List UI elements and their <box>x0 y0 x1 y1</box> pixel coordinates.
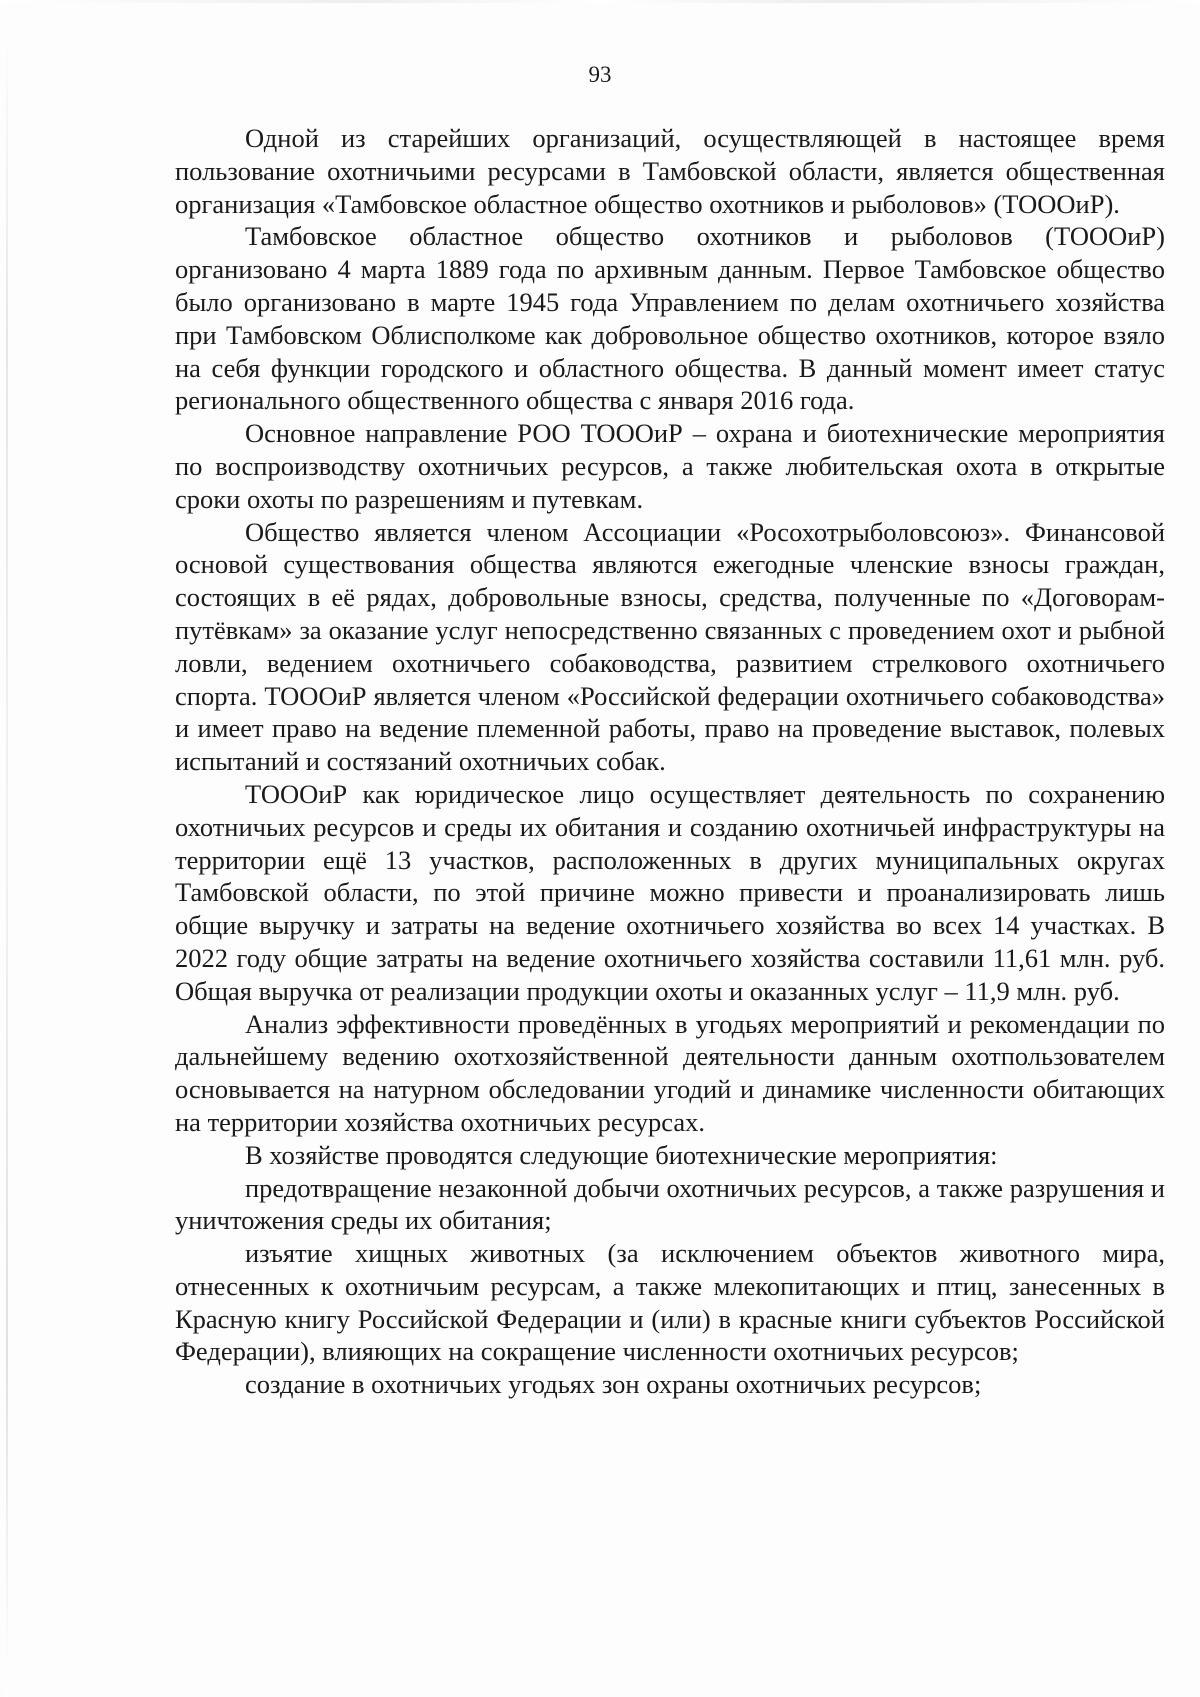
page-number: 93 <box>588 62 612 87</box>
document-body <box>175 122 1165 1401</box>
paragraph-7: В хозяйстве проводятся следующие биотехнические мероприятия: <box>245 1139 998 1170</box>
list-item-2: изъятие хищных животных (за исключением объектов животного мира, отнесенных к охотничьим ресурсам, а также млекопитающих и птиц, занесенных в Красную книгу Российской Федерации и (или) в красные книги субъектов Российской Федерации), влияющих на сокращение численности охотничьих ресурсов; <box>175 1238 1165 1367</box>
list-item-3: создание в охотничьих угодьях зон охраны охотничьих ресурсов; <box>245 1369 982 1400</box>
scan-left-edge <box>6 0 8 1697</box>
paragraph-3: Основное направление РОО ТОООиР – охрана и биотехнические мероприятия по воспроизводству охотничьих ресурсов, а также любительская охота в открытые сроки охоты по разрешениям и путевкам. <box>175 418 1165 514</box>
paragraph-4: Общество является членом Ассоциации «Росохотрыболовсоюз». Финансовой основой существования общества являются ежегодные членские взносы граждан, состоящих в её рядах, добровольные взносы, средства, полученные по «Договорам-путёвкам» за оказание услуг непосредственно связанных с проведением охот и рыбной ловли, ведением охотничьего собаководства, развитием стрелкового охотничьего спорта. ТОООиР является членом «Российской федерации охотничьего собаководства» и имеет право на ведение племенной работы, право на проведение выставок, полевых испытаний и состязаний охотничьих собак. <box>175 516 1165 777</box>
paragraph-6: Анализ эффективности проведённых в угодьях мероприятий и рекомендации по дальнейшему ведению охотхозяйственной деятельности данным охотпользователем основывается на натурном обследовании угодий и динамике численности обитающих на территории хозяйства охотничьих ресурсах. <box>175 1008 1165 1137</box>
scan-top-edge <box>0 0 1200 3</box>
list-item-1: предотвращение незаконной добычи охотничьих ресурсов, а также разрушения и уничтожения среды их обитания; <box>175 1172 1165 1236</box>
paragraph-5: ТОООиР как юридическое лицо осуществляет деятельность по сохранению охотничьих ресурсов и среды их обитания и созданию охотничьей инфраструктуры на территории ещё 13 участков, расположенных в других муниципальных округах Тамбовской области, по этой причине можно привести и проанализировать лишь общие выручку и затраты на ведение охотничьего хозяйства во всех 14 участках. В 2022 году общие затраты на ведение охотничьего хозяйства составили 11,61 млн. руб. Общая выручка от реализации продукции охоты и оказанных услуг – 11,9 млн. руб. <box>175 778 1165 1006</box>
paragraph-1: Одной из старейших организаций, осуществляющей в настоящее время пользование охотничьими ресурсами в Тамбовской области, является общественная организация «Тамбовское областное общество охотников и рыболовов» (ТОООиР). <box>175 123 1165 219</box>
paragraph-2: Тамбовское областное общество охотников и рыболовов (ТОООиР) организовано 4 марта 1889 года по архивным данным. Первое Тамбовское общество было организовано в марте 1945 года Управлением по делам охотничьего хозяйства при Тамбовском Облисполкоме как добровольное общество охотников, которое взяло на себя функции городского и областного общества. В данный момент имеет статус регионального общественного общества с января 2016 года. <box>175 221 1165 416</box>
